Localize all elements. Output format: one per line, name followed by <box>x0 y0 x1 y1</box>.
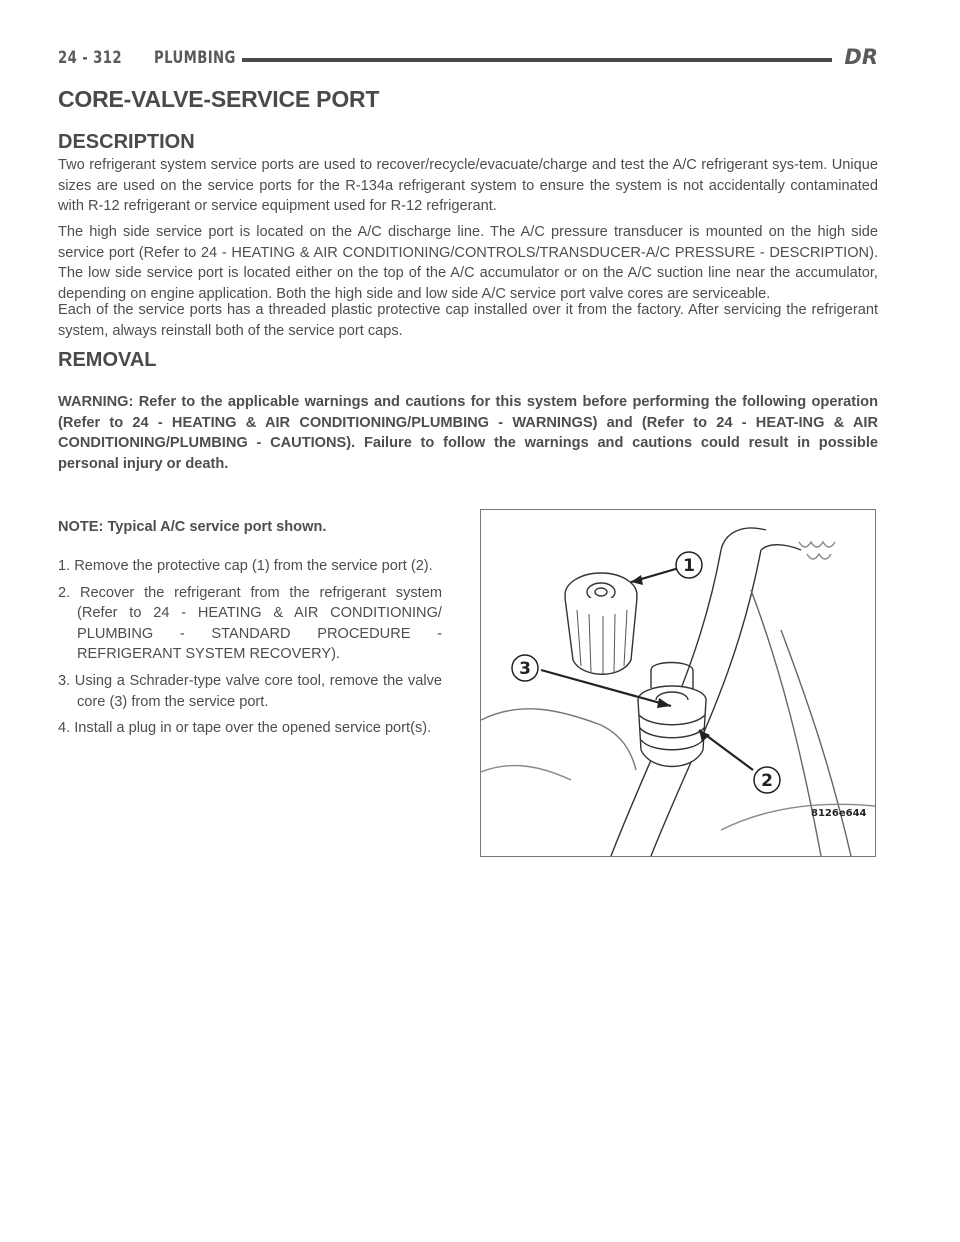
section-name: PLUMBING <box>154 48 236 68</box>
removal-steps <box>58 556 442 745</box>
description-paragraph: Two refrigerant system service ports are used to recover/recycle/evacuate/charge and test the A/C refrigerant sys-tem. Unique sizes are used on the service ports for the R-134a refrigerant system to ensure the system is not accidentally contaminated with R-12 refrigerant or service equipment used for R-12 refrigerant. <box>58 157 878 215</box>
callout-1: 1 <box>683 556 695 576</box>
note-text: NOTE: Typical A/C service port shown. <box>58 519 327 535</box>
figure-id: 8126e644 <box>811 808 867 819</box>
page-header <box>58 42 878 76</box>
callout-3: 3 <box>519 659 531 679</box>
description-paragraph: Each of the service ports has a threaded plastic protective cap installed over it from the factory. After servicing the refrigerant system, always reinstall both of the service port caps. <box>58 302 878 339</box>
service-port-figure <box>480 509 876 857</box>
page-number: 24 - 312 <box>58 48 122 68</box>
header-rule <box>242 58 832 62</box>
description-paragraph: The high side service port is located on the A/C discharge line. The A/C pressure transducer is mounted on the high side service port (Refer to 24 - HEATING & AIR CONDITIONING/CONTROLS/TRANSDUCER-A/C PRESSURE - DESCRIPTION). The low side service port is located either on the top of the A/C accumulator or on the A/C suction line near the accumulator, depending on engine application. Both the high side and low side A/C service port valve cores are serviceable. <box>58 224 878 302</box>
service-port-illustration <box>481 510 875 856</box>
description-heading: DESCRIPTION <box>58 131 195 153</box>
list-item: 4. Install a plug in or tape over the opened service port(s). <box>58 720 432 737</box>
callout-2: 2 <box>761 771 773 791</box>
list-item: 1. Remove the protective cap (1) from the service port (2). <box>58 558 433 574</box>
page-title: CORE-VALVE-SERVICE PORT <box>58 86 380 112</box>
list-item: 2. Recover the refrigerant from the refrigerant system (Refer to 24 - HEATING & AIR CONDITIONING/ PLUMBING - STANDARD PROCEDURE - REFRIGERANT SYSTEM RECOVERY). <box>58 584 442 663</box>
list-item: 3. Using a Schrader-type valve core tool, remove the valve core (3) from the service port. <box>58 672 442 710</box>
model-code: DR <box>844 45 878 69</box>
warning-text: WARNING: Refer to the applicable warnings and cautions for this system before performing the following operation (Refer to 24 - HEATING & AIR CONDITIONING/PLUMBING - WARNINGS) and (Refer to 24 - HEAT-ING & AIR CONDITIONING/PLUMBING - CAUTIONS). Failure to follow the warnings and cautions could result in possible personal injury or death. <box>58 394 878 472</box>
removal-heading: REMOVAL <box>58 349 157 371</box>
